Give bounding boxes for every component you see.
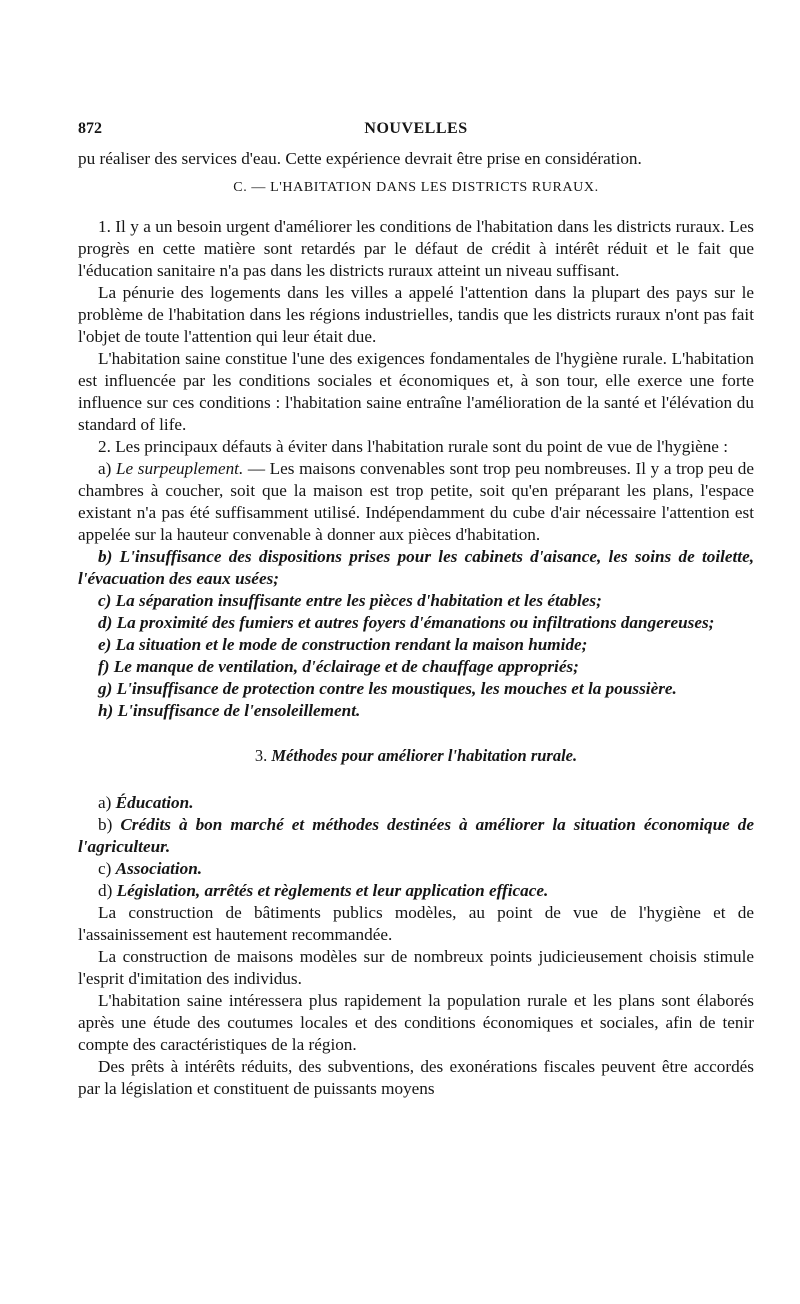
subsection-number: 3. (254, 746, 268, 765)
defect-item-h: h) L'insuffisance de l'ensoleillement. (98, 701, 361, 720)
defect-a-text: — Les maisons convenables sont trop peu nombreuses. Il y a trop peu de chambres à coucher, soit que la maison est trop petite, soit qu'en préparant les plans, l'espace existant n'a pas été suffisamment utilisé. Indépendamment du cube d'air nécessaire l'attention est appelée sur la hauteur convenable à donner aux pièces d'habitation. (78, 459, 755, 544)
page-header (78, 120, 754, 148)
method-item-c (78, 858, 754, 880)
section-title: L'HABITATION DANS LES DISTRICTS RURAUX. (270, 180, 599, 195)
defect-item-a (78, 458, 754, 546)
method-c-text: Association. (115, 859, 203, 878)
paragraph-healthy-housing: L'habitation saine constitue l'une des exigences fondamentales de l'hygiène rurale. L'habitation est influencée par les conditions sociales et économiques et, à son tour, elle exerce une forte influence sur ces conditions : l'habitation saine entraîne l'amélioration de la santé et l'élévation du standard of life. (78, 349, 754, 434)
defect-item-e: e) La situation et le mode de construction rendant la maison humide; (98, 635, 588, 654)
defect-item-b: b) L'insuffisance des dispositions prises pour les cabinets d'aisance, les soins de toilette, l'évacuation des eaux usées; (78, 547, 754, 588)
method-item-b (78, 814, 754, 858)
subsection-heading (78, 746, 754, 766)
paragraph-urgent-need: 1. Il y a un besoin urgent d'améliorer les conditions de l'habitation dans les districts ruraux. Les progrès en cette matière sont retardés par le défaut de crédit à intérêt réduit et le fait que l'éducation sanitaire n'a pas dans les districts ruraux atteint un niveau suffisant. (78, 217, 754, 280)
paragraph-public-buildings: La construction de bâtiments publics modèles, au point de vue de l'hygiène et de l'assainissement est hautement recommandée. (78, 903, 754, 944)
defect-item-d: d) La proximité des fumiers et autres foyers d'émanations ou infiltrations dangereuses; (98, 613, 715, 632)
method-item-d (78, 880, 754, 902)
running-title: NOUVELLES (364, 120, 468, 137)
defect-item-f: f) Le manque de ventilation, d'éclairage et de chauffage appropriés; (98, 657, 579, 676)
defect-item-c: c) La séparation insuffisante entre les pièces d'habitation et les étables; (98, 591, 602, 610)
defect-a-label: a) (98, 459, 112, 478)
defect-a-title: Le surpeuplement. (115, 459, 244, 478)
subsection-title: Méthodes pour améliorer l'habitation rurale. (271, 746, 578, 765)
method-item-a (78, 792, 754, 814)
page-number: 872 (78, 120, 102, 137)
method-c-label: c) (98, 859, 112, 878)
method-b-label: b) (98, 815, 113, 834)
paragraph-main-defects: 2. Les principaux défauts à éviter dans l'habitation rurale sont du point de vue de l'hygiène : (98, 437, 729, 456)
section-letter: C. — (233, 180, 267, 195)
intro-paragraph: pu réaliser des services d'eau. Cette expérience devrait être prise en considération. (78, 149, 642, 168)
paragraph-loans: Des prêts à intérêts réduits, des subventions, des exonérations fiscales peuvent être accordés par la législation et constituent de puissants moyens (78, 1057, 754, 1098)
paragraph-housing-shortage: La pénurie des logements dans les villes a appelé l'attention dans la plupart des pays sur le problème de l'habitation dans les régions industrielles, tandis que les districts ruraux n'ont pas fait l'objet de toute l'attention qui leur était due. (78, 283, 754, 346)
paragraph-model-houses: La construction de maisons modèles sur de nombreux points judicieusement choisis stimule l'esprit d'imitation des individus. (78, 947, 754, 988)
defect-item-g: g) L'insuffisance de protection contre les moustiques, les mouches et la poussière. (98, 679, 677, 698)
method-d-label: d) (98, 881, 113, 900)
method-b-text: Crédits à bon marché et méthodes destinées à améliorer la situation économique de l'agriculteur. (78, 815, 754, 856)
section-heading (78, 180, 754, 196)
document-page (78, 120, 754, 1100)
method-a-label: a) (98, 793, 112, 812)
method-d-text: Législation, arrêtés et règlements et leur application efficace. (116, 881, 549, 900)
method-a-text: Éducation. (115, 793, 194, 812)
paragraph-rural-interest: L'habitation saine intéressera plus rapidement la population rurale et les plans sont élaborés après une étude des coutumes locales et des conditions économiques et sociales, afin de tenir compte des caractéristiques de la région. (78, 991, 754, 1054)
